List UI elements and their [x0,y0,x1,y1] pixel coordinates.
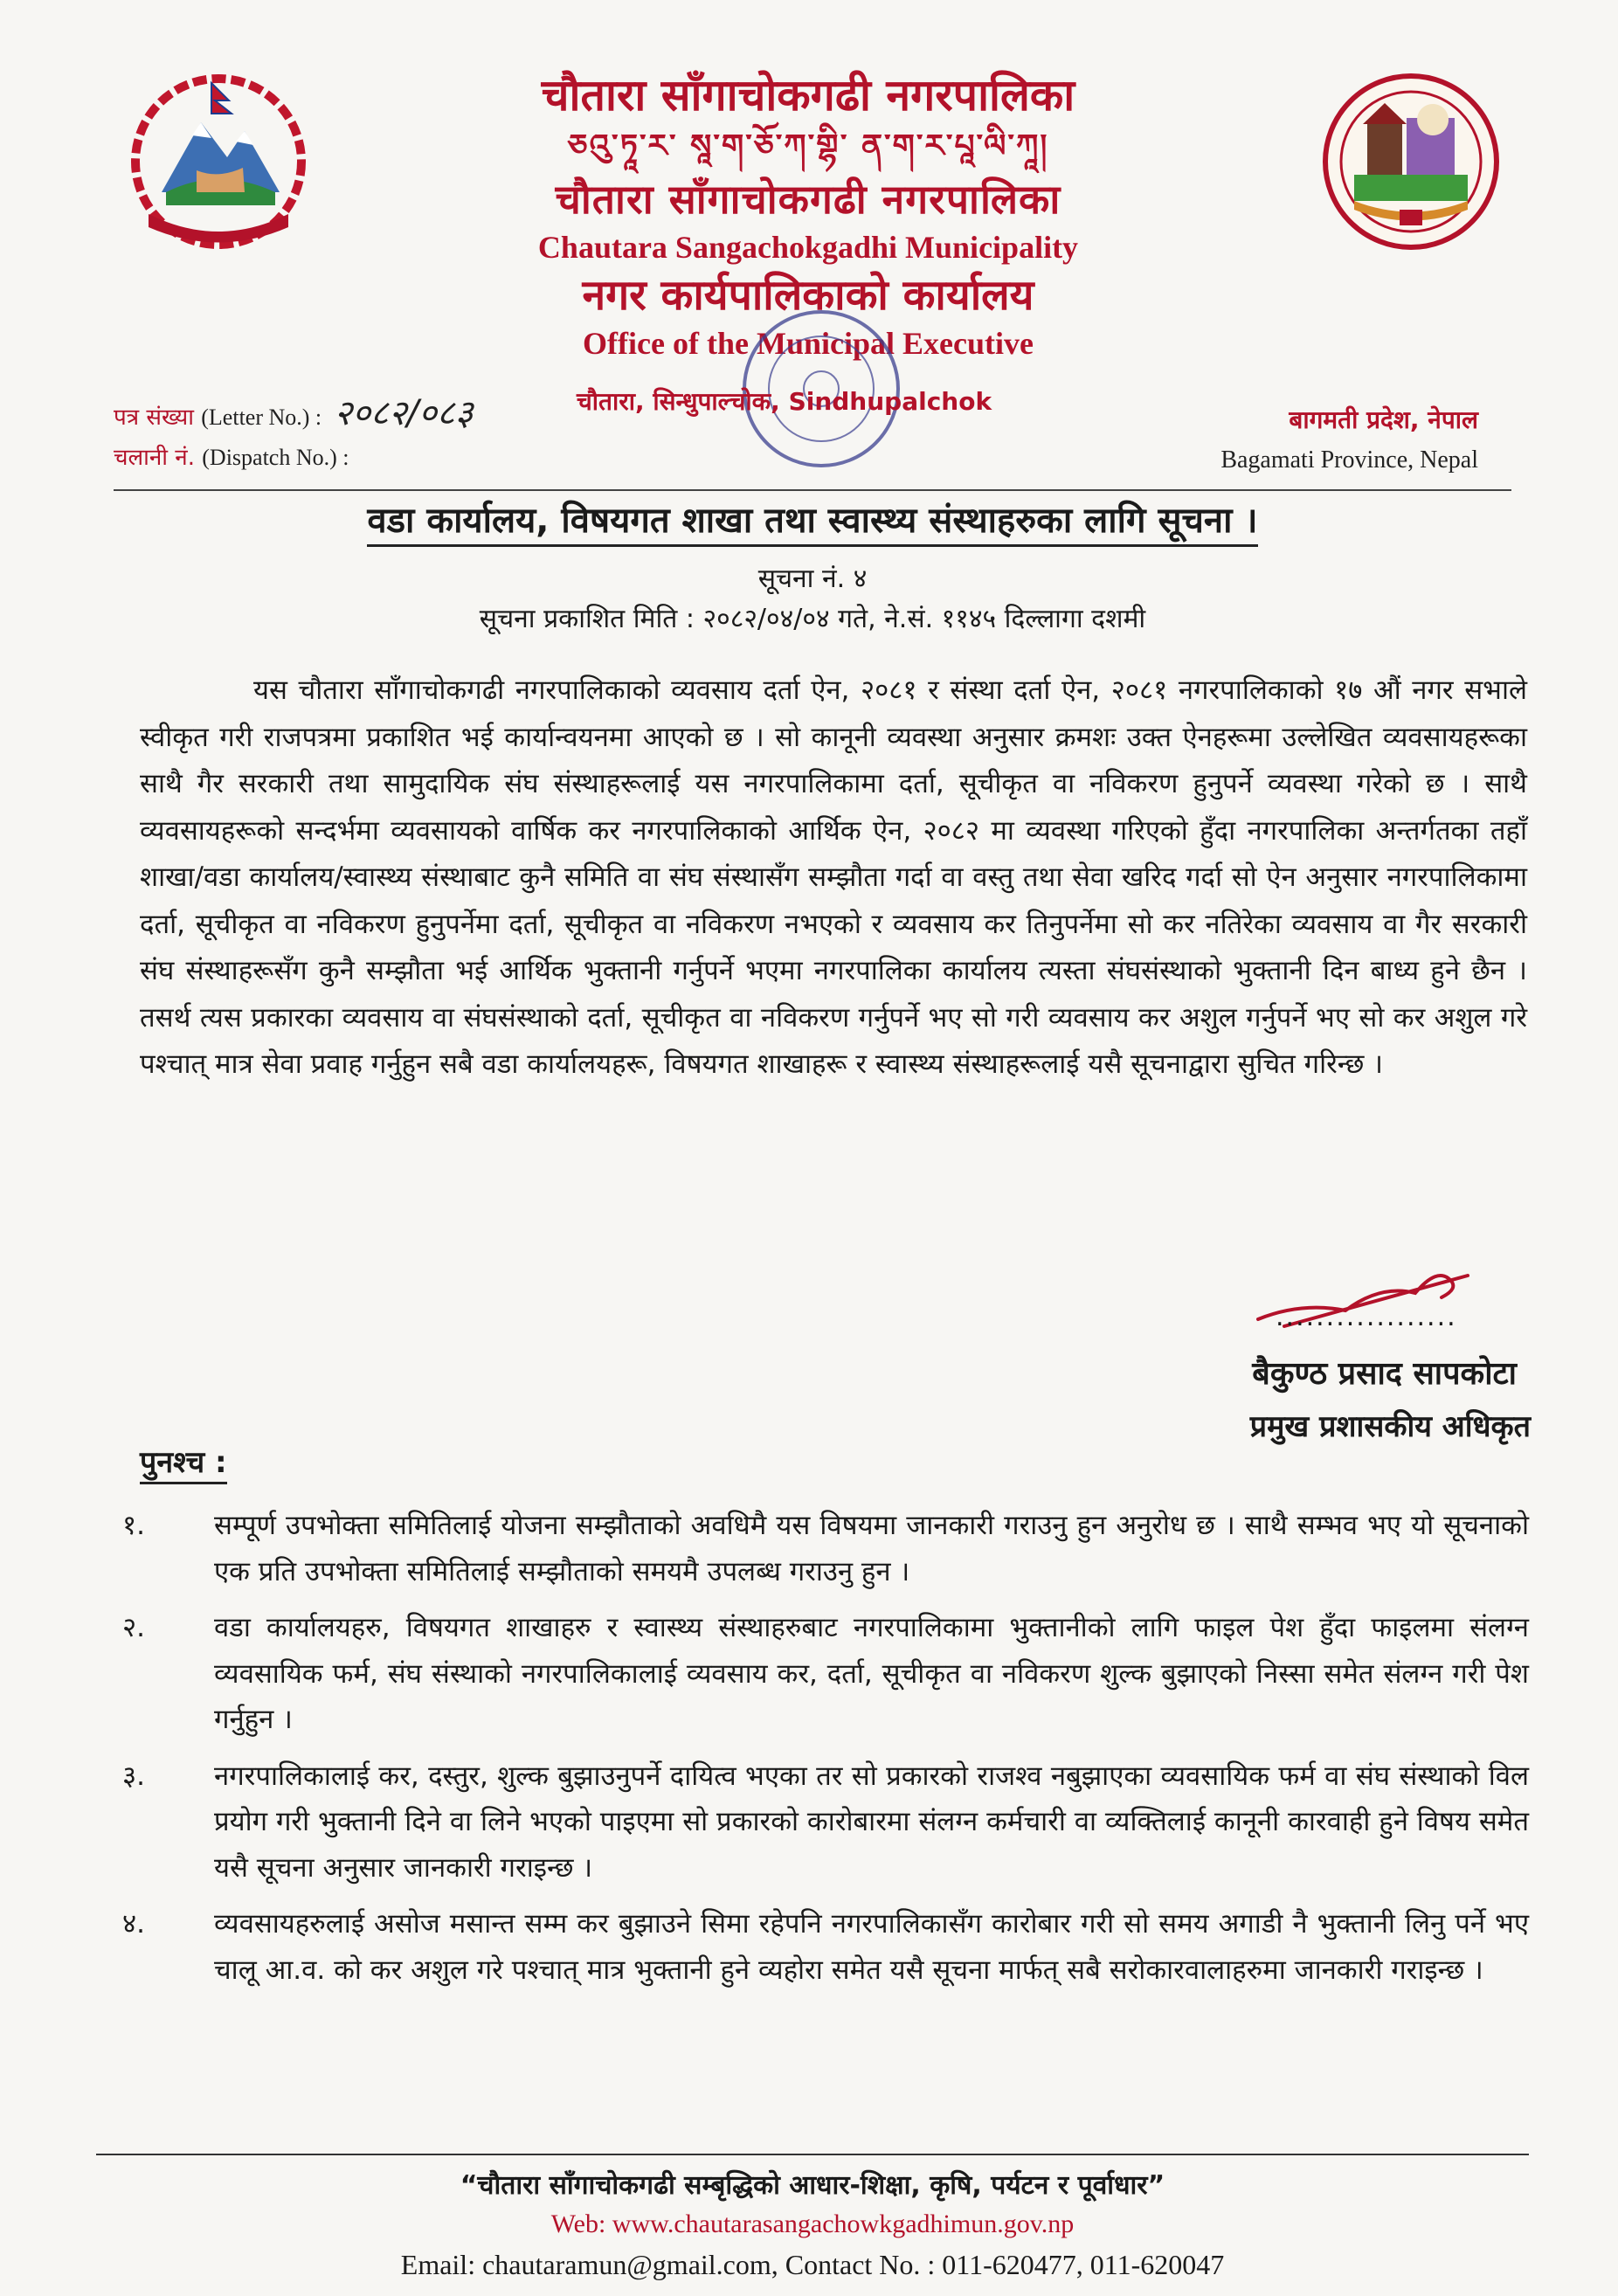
postscript-item [122,1605,1529,1743]
notice-body: यस चौतारा साँगाचोकगढी नगरपालिकाको व्यवसाय दर्ता ऐन, २०८१ र संस्था दर्ता ऐन, २०८१ नगरपालिकाको १७ औं नगर सभाले स्वीकृत गरी राजपत्रमा प्रकाशित भई कार्यान्वयनमा आएको छ । सो कानूनी व्यवस्था अनुसार क्रमशः उक्त ऐनहरूमा उल्लेखित व्यवसायहरूका साथै गैर सरकारी तथा सामुदायिक संघ संस्थाहरूलाई यस नगरपालिकामा दर्ता, सूचीकृत वा नविकरण हुनुपर्ने व्यवस्था गरेको छ । साथै व्यवसायहरूको सन्दर्भमा व्यवसायको वार्षिक कर नगरपालिकाको आर्थिक ऐन, २०८२ मा व्यवस्था गरिएको हुँदा नगरपालिका अन्तर्गतका तहाँ शाखा/वडा कार्यालय/स्वास्थ्य संस्थाबाट कुनै समिति वा संघ संस्थासँग सम्झौता गर्दा वा वस्तु तथा सेवा खरिद गर्दा सो ऐन अनुसार नगरपालिकामा दर्ता, सूचीकृत वा नविकरण हुनुपर्नेमा दर्ता, सूचीकृत वा नविकरण नभएको र व्यवसाय कर तिनुपर्नेमा सो कर नतिरेका व्यवसाय वा गैर सरकारी संघ संस्थाहरूसँग कुनै सम्झौता भई आर्थिक भुक्तानी गर्नुपर्ने भएमा नगरपालिका कार्यालय त्यस्ता संघसंस्थाको भुक्तानी दिन बाध्य हुने छैन । तसर्थ त्यस प्रकारका व्यवसाय वा संघसंस्थाको दर्ता, सूचीकृत वा नविकरण गर्नुपर्ने भए सो गरी व्यवसाय कर अशुल गर्नुपर्ने भए सो कर अशुल गरे पश्चात् मात्र सेवा प्रवाह गर्नुहुन सबै वडा कार्यालयहरू, विषयगत शाखाहरू र स्वास्थ्य संस्थाहरूलाई यसै सूचनाद्वारा सुचित गरिन्छ । [140,674,1527,1080]
postscript-item-number: ४. [122,1908,145,1940]
province-nepali: बागमती प्रदेश, नेपाल [1289,405,1478,434]
signature-line: .................. [1276,1302,1457,1332]
province-block [1220,400,1478,481]
postscript-item [122,1901,1529,1993]
postscript-item-text: वडा कार्यालयहरु, विषयगत शाखाहरु र स्वास्थ्य संस्थाहरुबाट नगरपालिकामा भुक्तानीको लागि फाइल पेश हुँदा फाइलमा संलग्न व्यवसायिक फर्म, संघ संस्थाको नगरपालिकालाई व्यवसाय कर, दर्ता, सूचीकृत वा नविकरण शुल्क बुझाएको निस्सा समेत संलग्न गरी पेश गर्नुहुन । [214,1612,1529,1735]
office-name-english: Office of the Municipal Executive [583,326,1034,361]
office-name-nepali: नगर कार्यपालिकाको कार्यालय [582,271,1034,320]
header-divider [114,489,1511,491]
office-address: चौतारा, सिन्धुपाल्चोक, Sindhupalchok [577,387,992,416]
letter-number-block [114,393,474,478]
notice-title-text: वडा कार्यालय, विषयगत शाखा तथा स्वास्थ्य संस्थाहरुका लागि सूचना । [367,501,1257,547]
postscript-item [122,1753,1529,1891]
notice-number: सूचना नं. ४ [757,564,868,594]
postscript-item-number: २. [122,1612,145,1643]
footer-website: Web: www.chautarasangachowkgadhimun.gov.np [550,2210,1075,2238]
municipality-name-script: चौतारा साँगाचोकगढी नगरपालिका [555,176,1061,223]
footer-divider [96,2154,1529,2155]
province-english: Bagamati Province, Nepal [1220,446,1478,474]
municipality-name-english: Chautara Sangachokgadhi Municipality [537,230,1079,265]
municipality-name-nepali: चौतारा साँगाचोकगढी नगरपालिका [541,70,1075,121]
postscript-item-text: व्यवसायहरुलाई असोज मसान्त सम्म कर बुझाउने सिमा रहेपनि नगरपालिकासँग कारोबार गरी सो समय अगाडी नै भुक्तानी लिनु पर्ने भए चालू आ.व. को कर अशुल गरे पश्चात् मात्र भुक्तानी हुने व्यहोरा समेत यसै सूचना मार्फत् सबै सरोकारवालाहरुमा जानकारी गराइन्छ । [214,1908,1529,1986]
postscript-item-text: नगरपालिकालाई कर, दस्तुर, शुल्क बुझाउनुपर्ने दायित्व भएका तर सो प्रकारको राजश्व नबुझाएका व्यवसायिक फर्म वा संघ संस्थाको विल प्रयोग गरी भुक्तानी दिने वा लिने भएको पाइएमा सो प्रकारको कारोबारमा संलग्न कर्मचारी वा व्यक्तिलाई कानूनी कारवाही हुने विषय समेत यसै सूचना अनुसार जानकारी गराइन्छ । [214,1760,1529,1884]
letter-number-label-np: पत्र संख्या [114,405,194,431]
signatory-title: प्रमुख प्रशासकीय अधिकृत [1249,1409,1531,1444]
letter-number-value: २०८२/०८३ [334,393,474,433]
municipality-logo [1319,70,1503,253]
postscript-item-number: १. [122,1510,145,1541]
postscript-item-number: ३. [122,1760,145,1792]
postscript-item [122,1503,1529,1594]
letter-number-label-en: (Letter No.) : [201,405,322,430]
dispatch-number-row [114,438,474,478]
footer-contact: Email: chautaramun@gmail.com, Contact No. : 011-620477, 011-620047 [400,2249,1225,2280]
notice-title [114,494,1511,543]
nepal-emblem-logo [114,61,323,253]
postscript-heading: पुनश्च : [140,1443,227,1484]
footer-slogan: “चौतारा साँगाचोकगढी सम्बृद्धिको आधार-शिक्षा, कृषि, पर्यटन र पूर्वाधार” [460,2170,1165,2201]
letter-number-row [114,393,474,438]
municipality-name-tibetan: ཅའུ་ཏཱ་ར་ སཱ་ག་ཅོ་ཀ་གྷི་ ན་ག་ར་པཱ་ལི་ཀཱ། [567,128,1049,164]
footer [96,2165,1529,2287]
postscript-list [122,1503,1529,2003]
dispatch-label-en: (Dispatch No.) : [202,445,349,470]
signatory-name: बैकुण्ठ प्रसाद सापकोटा [1252,1356,1517,1392]
postscript-item-text: सम्पूर्ण उपभोक्ता समितिलाई योजना सम्झौताको अवधिमै यस विषयमा जानकारी गराउनु हुन अनुरोध छ । साथै सम्भव भए यो सूचनाको एक प्रति उपभोक्ता समितिलाई सम्झौताको समयमै उपलब्ध गराउनु हुन । [214,1510,1529,1587]
dispatch-label-np: चलानी नं. [114,445,195,471]
notice-date: सूचना प्रकाशित मिति : २०८२/०४/०४ गते, ने.सं. ११४५ दिल्लागा दशमी [479,604,1146,634]
